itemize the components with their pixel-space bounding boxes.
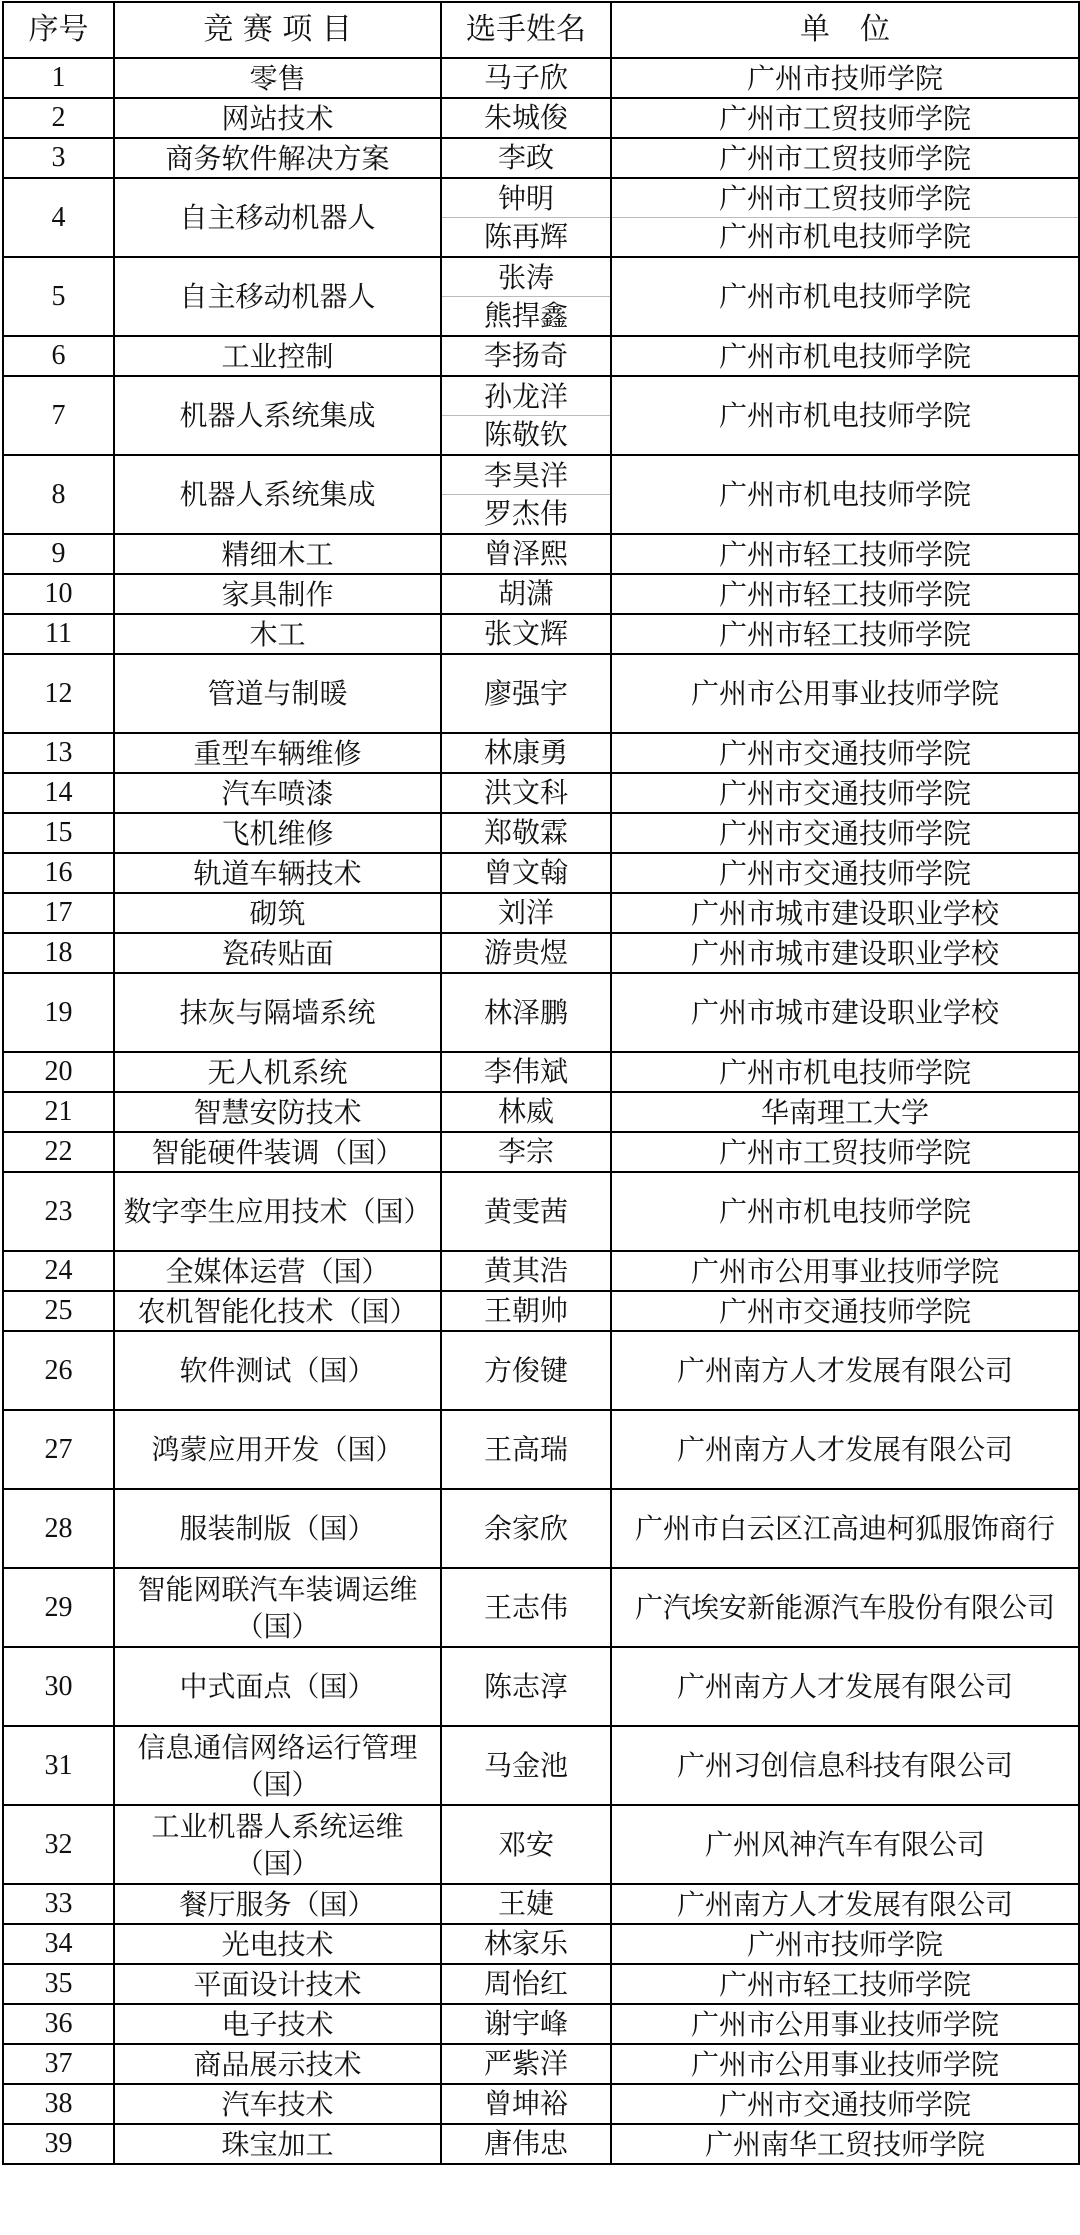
unit-name: 广州市机电技师学院 [611, 455, 1079, 534]
unit-name: 广州南方人才发展有限公司 [611, 1647, 1079, 1726]
contestant-names: 林康勇 [441, 733, 611, 773]
contestant-names: 曾文翰 [441, 853, 611, 893]
table-row [3, 534, 1079, 574]
table-row [3, 1132, 1079, 1172]
unit-name: 广州习创信息科技有限公司 [611, 1726, 1079, 1805]
row-index: 22 [3, 1132, 114, 1172]
event-name: 电子技术 [114, 2004, 441, 2044]
contestant-names: 马金池 [441, 1726, 611, 1805]
event-name: 抹灰与隔墙系统 [114, 973, 441, 1052]
event-name: 农机智能化技术（国） [114, 1291, 441, 1331]
event-name: 服装制版（国） [114, 1489, 441, 1568]
table-row [3, 1410, 1079, 1489]
row-index: 7 [3, 376, 114, 455]
table-row [3, 1568, 1079, 1647]
contestant-name: 张涛 [497, 261, 554, 294]
table-row [3, 574, 1079, 614]
contestant-names: 王志伟 [441, 1568, 611, 1647]
table-row [3, 1331, 1079, 1410]
event-name: 飞机维修 [114, 813, 441, 853]
unit-name: 广州市工贸技师学院 [611, 98, 1079, 138]
row-index: 25 [3, 1291, 114, 1331]
event-name: 网站技术 [114, 98, 441, 138]
unit-name: 广州市工贸技师学院 [611, 1132, 1079, 1172]
event-name: 商品展示技术 [114, 2044, 441, 2084]
contestant-names: 谢宇峰 [441, 2004, 611, 2044]
unit-name [611, 178, 1079, 257]
table-row [3, 2044, 1079, 2084]
table-row [3, 853, 1079, 893]
contestant-name: 孙龙洋 [483, 380, 568, 413]
unit-line: 广州市工贸技师学院 [718, 182, 971, 215]
table-row [3, 376, 1079, 455]
unit-name: 广汽埃安新能源汽车股份有限公司 [611, 1568, 1079, 1647]
unit-name: 华南理工大学 [611, 1092, 1079, 1132]
contestant-name: 罗杰伟 [442, 494, 610, 532]
unit-name: 广州市机电技师学院 [611, 1052, 1079, 1092]
unit-name: 广州市工贸技师学院 [611, 138, 1079, 178]
unit-name: 广州市公用事业技师学院 [611, 2044, 1079, 2084]
event-name: 珠宝加工 [114, 2124, 441, 2164]
unit-name: 广州市机电技师学院 [611, 336, 1079, 376]
table-row [3, 973, 1079, 1052]
unit-name: 广州南方人才发展有限公司 [611, 1331, 1079, 1410]
contestant-names: 胡潇 [441, 574, 611, 614]
event-name: 汽车技术 [114, 2084, 441, 2124]
table-row [3, 2124, 1079, 2164]
contestant-name: 陈再辉 [442, 217, 610, 255]
event-name: 智能网联汽车装调运维（国） [114, 1568, 441, 1647]
event-name: 家具制作 [114, 574, 441, 614]
row-index: 9 [3, 534, 114, 574]
event-name: 全媒体运营（国） [114, 1251, 441, 1291]
unit-name: 广州市交通技师学院 [611, 773, 1079, 813]
event-name: 平面设计技术 [114, 1964, 441, 2004]
event-name: 砌筑 [114, 893, 441, 933]
contestant-names: 曾泽熙 [441, 534, 611, 574]
event-name: 餐厅服务（国） [114, 1884, 441, 1924]
row-index: 10 [3, 574, 114, 614]
contestant-names: 黄其浩 [441, 1251, 611, 1291]
event-name: 自主移动机器人 [114, 178, 441, 257]
contestant-names [441, 455, 611, 534]
contestant-names: 刘洋 [441, 893, 611, 933]
row-index: 12 [3, 654, 114, 733]
table-row [3, 1172, 1079, 1251]
event-name: 智慧安防技术 [114, 1092, 441, 1132]
contestant-names [441, 178, 611, 257]
event-name: 商务软件解决方案 [114, 138, 441, 178]
row-index: 31 [3, 1726, 114, 1805]
table-row [3, 773, 1079, 813]
contestant-names: 林威 [441, 1092, 611, 1132]
row-index: 18 [3, 933, 114, 973]
event-name: 瓷砖贴面 [114, 933, 441, 973]
table-row [3, 1489, 1079, 1568]
contestant-names: 张文辉 [441, 614, 611, 654]
unit-name: 广州市交通技师学院 [611, 733, 1079, 773]
table-row [3, 336, 1079, 376]
contestant-names: 马子欣 [441, 58, 611, 98]
contestant-names [441, 257, 611, 336]
table-row [3, 2084, 1079, 2124]
row-index: 33 [3, 1884, 114, 1924]
row-index: 28 [3, 1489, 114, 1568]
event-name: 光电技术 [114, 1924, 441, 1964]
unit-name: 广州市公用事业技师学院 [611, 1251, 1079, 1291]
table-row [3, 257, 1079, 336]
contestant-names: 曾坤裕 [441, 2084, 611, 2124]
unit-name: 广州市公用事业技师学院 [611, 654, 1079, 733]
row-index: 11 [3, 614, 114, 654]
row-index: 38 [3, 2084, 114, 2124]
contestant-name: 熊捍鑫 [442, 296, 610, 334]
event-name: 工业控制 [114, 336, 441, 376]
event-name: 精细木工 [114, 534, 441, 574]
unit-name: 广州市交通技师学院 [611, 853, 1079, 893]
unit-name: 广州市机电技师学院 [611, 1172, 1079, 1251]
contestant-names [441, 376, 611, 455]
row-index: 17 [3, 893, 114, 933]
unit-name: 广州市轻工技师学院 [611, 614, 1079, 654]
table-row [3, 98, 1079, 138]
unit-name: 广州市公用事业技师学院 [611, 2004, 1079, 2044]
unit-name: 广州市技师学院 [611, 1924, 1079, 1964]
unit-name: 广州市技师学院 [611, 58, 1079, 98]
unit-name: 广州南华工贸技师学院 [611, 2124, 1079, 2164]
table-row [3, 1924, 1079, 1964]
contestant-names: 邓安 [441, 1805, 611, 1884]
contestant-names: 陈志淳 [441, 1647, 611, 1726]
table-row [3, 138, 1079, 178]
unit-name: 广州市交通技师学院 [611, 1291, 1079, 1331]
table-row [3, 1805, 1079, 1884]
row-index: 5 [3, 257, 114, 336]
contestant-name: 李昊洋 [483, 459, 568, 492]
header-event: 竞 赛 项 目 [114, 2, 441, 58]
row-index: 19 [3, 973, 114, 1052]
event-name: 重型车辆维修 [114, 733, 441, 773]
row-index: 24 [3, 1251, 114, 1291]
row-index: 34 [3, 1924, 114, 1964]
event-name: 鸿蒙应用开发（国） [114, 1410, 441, 1489]
header-row [3, 2, 1079, 58]
event-name: 木工 [114, 614, 441, 654]
row-index: 37 [3, 2044, 114, 2084]
unit-name: 广州市机电技师学院 [611, 376, 1079, 455]
table-row [3, 1726, 1079, 1805]
unit-name: 广州风神汽车有限公司 [611, 1805, 1079, 1884]
table-row [3, 893, 1079, 933]
row-index: 36 [3, 2004, 114, 2044]
table-row [3, 58, 1079, 98]
row-index: 39 [3, 2124, 114, 2164]
event-name: 机器人系统集成 [114, 455, 441, 534]
unit-name: 广州市白云区江高迪柯狐服饰商行 [611, 1489, 1079, 1568]
contestant-names: 王朝帅 [441, 1291, 611, 1331]
contestant-name: 钟明 [497, 182, 554, 215]
contestant-names: 方俊键 [441, 1331, 611, 1410]
row-index: 13 [3, 733, 114, 773]
contestant-name: 陈敬钦 [442, 415, 610, 453]
contestant-names: 唐伟忠 [441, 2124, 611, 2164]
row-index: 1 [3, 58, 114, 98]
contestant-names: 余家欣 [441, 1489, 611, 1568]
row-index: 20 [3, 1052, 114, 1092]
contestant-names: 黄雯茜 [441, 1172, 611, 1251]
table-row [3, 1291, 1079, 1331]
table-row [3, 1964, 1079, 2004]
table-row [3, 1052, 1079, 1092]
row-index: 32 [3, 1805, 114, 1884]
event-name: 汽车喷漆 [114, 773, 441, 813]
table-row [3, 1251, 1079, 1291]
contestant-names: 李宗 [441, 1132, 611, 1172]
contestant-names: 朱城俊 [441, 98, 611, 138]
row-index: 15 [3, 813, 114, 853]
row-index: 16 [3, 853, 114, 893]
row-index: 21 [3, 1092, 114, 1132]
row-index: 8 [3, 455, 114, 534]
contestant-names: 王婕 [441, 1884, 611, 1924]
table-row [3, 455, 1079, 534]
event-name: 零售 [114, 58, 441, 98]
event-name: 无人机系统 [114, 1052, 441, 1092]
unit-line: 广州市机电技师学院 [612, 217, 1078, 255]
unit-name: 广州市轻工技师学院 [611, 534, 1079, 574]
unit-name: 广州市机电技师学院 [611, 257, 1079, 336]
unit-name: 广州市轻工技师学院 [611, 1964, 1079, 2004]
unit-name: 广州市城市建设职业学校 [611, 893, 1079, 933]
contestant-names: 王高瑞 [441, 1410, 611, 1489]
row-index: 27 [3, 1410, 114, 1489]
row-index: 3 [3, 138, 114, 178]
contestant-names: 李政 [441, 138, 611, 178]
event-name: 工业机器人系统运维（国） [114, 1805, 441, 1884]
row-index: 23 [3, 1172, 114, 1251]
unit-name: 广州市轻工技师学院 [611, 574, 1079, 614]
table-row [3, 1647, 1079, 1726]
contestant-names: 林泽鹏 [441, 973, 611, 1052]
table-row [3, 2004, 1079, 2044]
table-row [3, 178, 1079, 257]
unit-name: 广州南方人才发展有限公司 [611, 1884, 1079, 1924]
event-name: 智能硬件装调（国） [114, 1132, 441, 1172]
unit-name: 广州市城市建设职业学校 [611, 973, 1079, 1052]
contestant-names: 郑敬霖 [441, 813, 611, 853]
row-index: 29 [3, 1568, 114, 1647]
table-row [3, 813, 1079, 853]
unit-name: 广州南方人才发展有限公司 [611, 1410, 1079, 1489]
contestant-names: 周怡红 [441, 1964, 611, 2004]
table-row [3, 1092, 1079, 1132]
row-index: 6 [3, 336, 114, 376]
unit-name: 广州市城市建设职业学校 [611, 933, 1079, 973]
contestant-names: 洪文科 [441, 773, 611, 813]
event-name: 管道与制暖 [114, 654, 441, 733]
header-unit: 单 位 [611, 2, 1079, 58]
contestant-names: 李扬奇 [441, 336, 611, 376]
unit-name: 广州市交通技师学院 [611, 813, 1079, 853]
event-name: 机器人系统集成 [114, 376, 441, 455]
contestant-table [2, 1, 1080, 2165]
table-row [3, 654, 1079, 733]
unit-name: 广州市交通技师学院 [611, 2084, 1079, 2124]
event-name: 自主移动机器人 [114, 257, 441, 336]
contestant-names: 林家乐 [441, 1924, 611, 1964]
table-row [3, 733, 1079, 773]
table-row [3, 614, 1079, 654]
table-row [3, 1884, 1079, 1924]
contestant-names: 李伟斌 [441, 1052, 611, 1092]
table-body [3, 58, 1079, 2164]
event-name: 数字孪生应用技术（国） [114, 1172, 441, 1251]
contestant-names: 严紫洋 [441, 2044, 611, 2084]
table-row [3, 933, 1079, 973]
row-index: 4 [3, 178, 114, 257]
row-index: 30 [3, 1647, 114, 1726]
event-name: 软件测试（国） [114, 1331, 441, 1410]
row-index: 14 [3, 773, 114, 813]
header-index: 序号 [3, 2, 114, 58]
event-name: 中式面点（国） [114, 1647, 441, 1726]
event-name: 信息通信网络运行管理（国） [114, 1726, 441, 1805]
row-index: 2 [3, 98, 114, 138]
contestant-names: 廖强宇 [441, 654, 611, 733]
row-index: 26 [3, 1331, 114, 1410]
contestant-names: 游贵煜 [441, 933, 611, 973]
row-index: 35 [3, 1964, 114, 2004]
header-contestant: 选手姓名 [441, 2, 611, 58]
event-name: 轨道车辆技术 [114, 853, 441, 893]
